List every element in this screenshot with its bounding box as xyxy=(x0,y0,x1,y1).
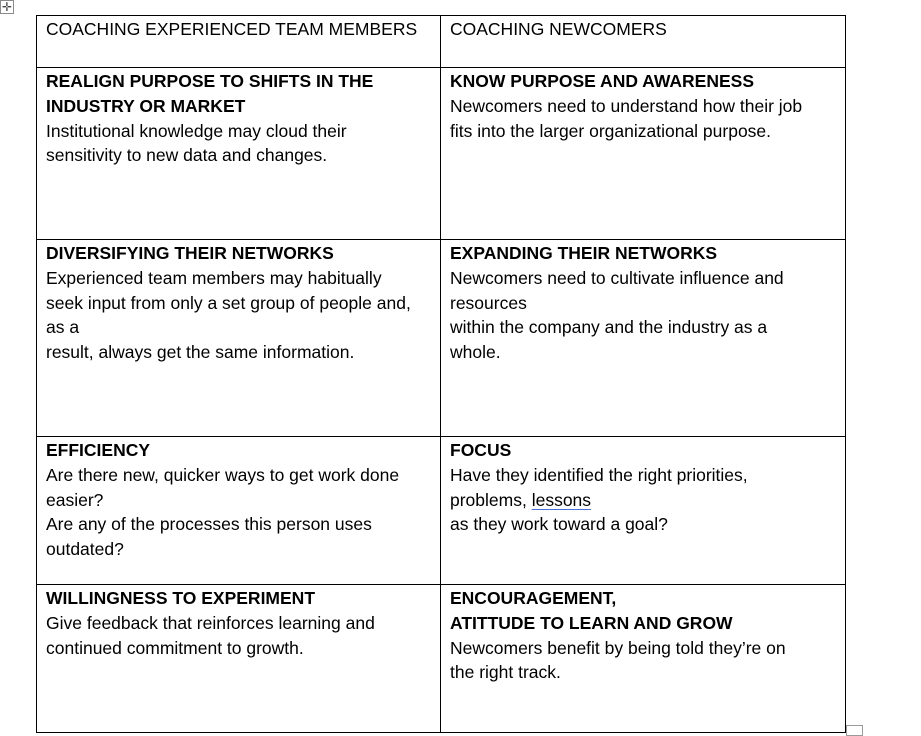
cell-title: EXPANDING THEIR NETWORKS xyxy=(450,243,718,263)
cell-text: as they work toward a goal? xyxy=(450,514,668,535)
cell-title: EFFICIENCY xyxy=(46,440,151,460)
table-header-row xyxy=(37,16,846,68)
cell-text: Newcomers need to cultivate influence and xyxy=(450,267,784,288)
cell-text: within the company and the industry as a xyxy=(450,317,768,338)
cell-text: as a xyxy=(46,317,80,338)
header-experienced-label: COACHING EXPERIENCED TEAM MEMBERS xyxy=(46,19,418,39)
table-row xyxy=(37,68,846,240)
cell-text: result, always get the same information. xyxy=(46,342,355,363)
cell-text: Are there new, quicker ways to get work done xyxy=(46,464,400,485)
cell-expanding-networks[interactable] xyxy=(441,240,846,437)
cell-title: KNOW PURPOSE AND AWARENESS xyxy=(450,71,755,91)
cell-text-line xyxy=(450,488,836,513)
cell-efficiency[interactable] xyxy=(37,437,441,585)
cell-title: REALIGN PURPOSE TO SHIFTS IN THE xyxy=(46,71,374,91)
cell-title: INDUSTRY OR MARKET xyxy=(46,95,246,116)
cell-text: Newcomers need to understand how their job xyxy=(450,95,803,116)
cell-title: ENCOURAGEMENT, xyxy=(450,588,617,608)
cell-focus[interactable] xyxy=(441,437,846,585)
coaching-table xyxy=(36,15,846,733)
cell-text: Have they identified the right priorities, xyxy=(450,464,748,485)
header-cell-newcomers[interactable] xyxy=(441,16,846,68)
cell-encouragement[interactable] xyxy=(441,585,846,733)
cell-title: WILLINGNESS TO EXPERIMENT xyxy=(46,588,316,608)
cell-text: Experienced team members may habitually xyxy=(46,267,382,288)
cell-text: whole. xyxy=(450,342,501,363)
cell-title: DIVERSIFYING THEIR NETWORKS xyxy=(46,243,334,263)
cell-text: problems, xyxy=(450,489,532,510)
header-newcomers-label: COACHING NEWCOMERS xyxy=(450,19,667,39)
cell-diversifying-networks[interactable] xyxy=(37,240,441,437)
header-cell-experienced[interactable] xyxy=(37,16,441,68)
cell-text: fits into the larger organizational purpose. xyxy=(450,120,772,141)
table-resize-handle[interactable] xyxy=(846,725,863,736)
table-row xyxy=(37,585,846,733)
table-row xyxy=(37,437,846,585)
cell-text: Institutional knowledge may cloud their xyxy=(46,120,347,141)
cell-text: continued commitment to growth. xyxy=(46,637,304,658)
cell-realign-purpose[interactable] xyxy=(37,68,441,240)
cell-text: easier? xyxy=(46,489,104,510)
cell-text: Are any of the processes this person uses xyxy=(46,514,372,535)
cell-text: outdated? xyxy=(46,539,124,560)
cell-text: resources xyxy=(450,292,527,313)
spellcheck-underlined-word[interactable]: lessons xyxy=(531,489,592,510)
cell-title: FOCUS xyxy=(450,440,512,460)
cell-title: ATITTUDE TO LEARN AND GROW xyxy=(450,612,733,633)
cell-text: sensitivity to new data and changes. xyxy=(46,145,328,166)
cell-know-purpose[interactable] xyxy=(441,68,846,240)
cell-text: the right track. xyxy=(450,662,561,683)
cell-text: Newcomers benefit by being told they’re on xyxy=(450,637,786,658)
table-move-handle-icon[interactable]: ✛ xyxy=(1,0,13,14)
table-row xyxy=(37,240,846,437)
cell-text: Give feedback that reinforces learning and xyxy=(46,612,375,633)
cell-willingness-to-experiment[interactable] xyxy=(37,585,441,733)
cell-text: seek input from only a set group of people and, xyxy=(46,292,411,313)
